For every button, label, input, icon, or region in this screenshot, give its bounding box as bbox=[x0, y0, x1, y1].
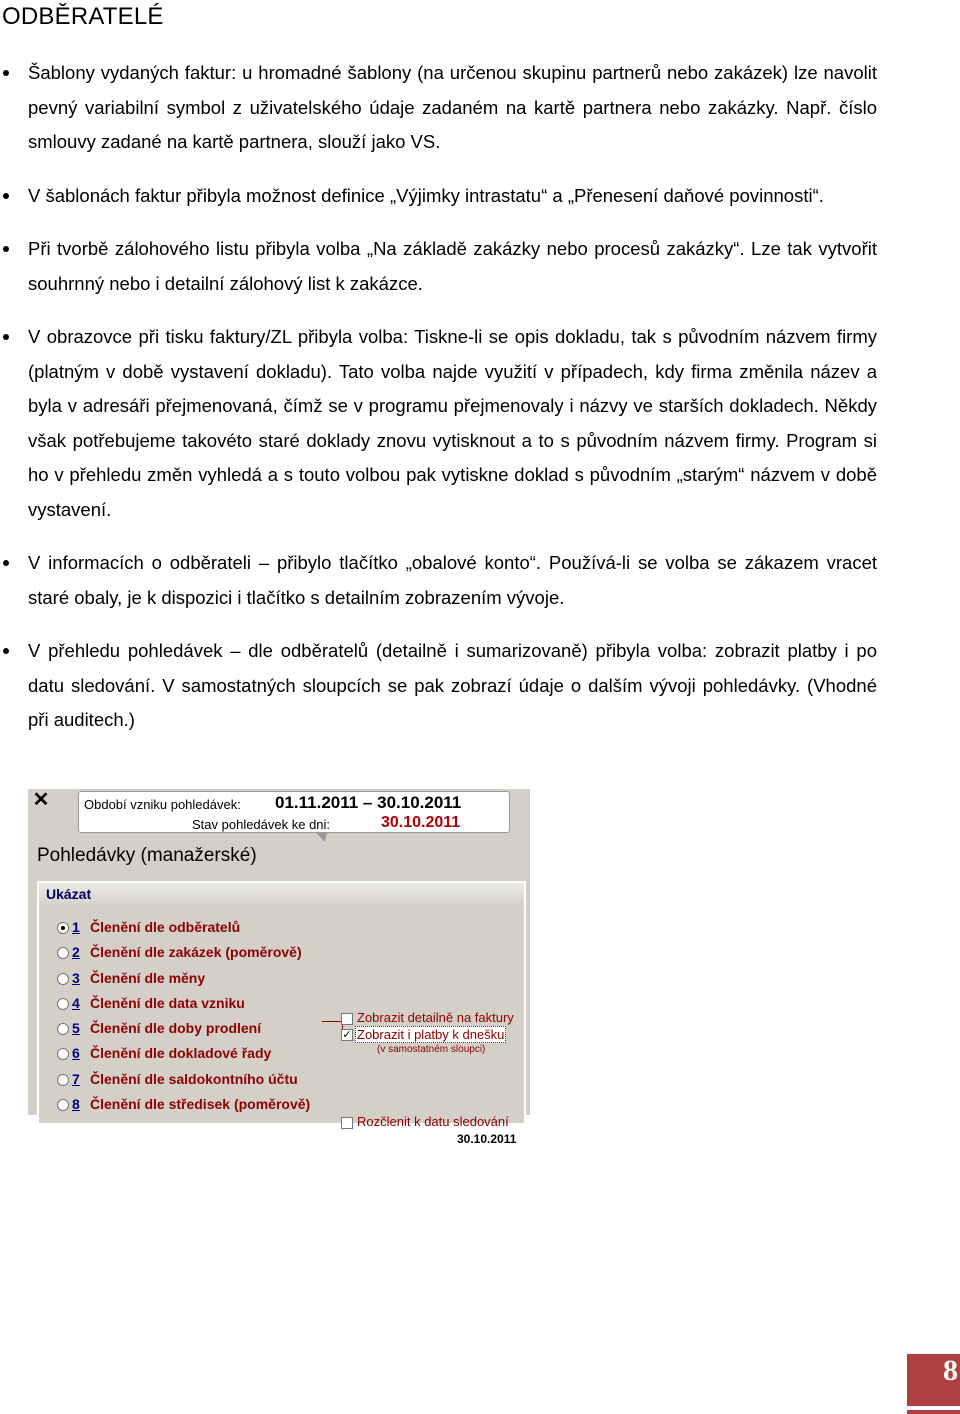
period-callout bbox=[78, 791, 510, 833]
option-label: Členění dle středisek (poměrově) bbox=[90, 1096, 311, 1113]
radio-selected-icon[interactable] bbox=[57, 922, 69, 934]
page-number-badge bbox=[907, 1354, 960, 1410]
panel-title: Ukázat bbox=[46, 886, 92, 902]
radio-icon[interactable] bbox=[57, 998, 69, 1010]
receivables-screenshot bbox=[28, 789, 530, 1146]
list-item-text: V informacích o odběrateli – přibylo tlačítko „obalové konto“. Používá-li se volba se zákazem vracet staré obaly, je k dispozici i tlačítko s detailním zobrazením vývoje. bbox=[28, 552, 877, 608]
option-number: 1 bbox=[72, 919, 80, 935]
list-item bbox=[0, 320, 900, 527]
bullet-dot-icon bbox=[3, 246, 9, 252]
bullet-list bbox=[0, 56, 900, 757]
option-label: Členění dle saldokontního účtu bbox=[90, 1070, 298, 1087]
option-number: 4 bbox=[72, 994, 80, 1011]
page-number: 8 bbox=[943, 1354, 958, 1387]
list-item-text: Při tvorbě zálohového listu přibyla volba „Na základě zakázky nebo procesů zakázky“. Lze tak vytvořit souhrnný nebo i detailní zálohový list k zakázce. bbox=[28, 238, 877, 294]
option-label: Členění dle odběratelů bbox=[90, 919, 241, 935]
option-number: 5 bbox=[72, 1020, 80, 1037]
payments-note: (v samostatném sloupci) bbox=[377, 1044, 486, 1055]
radio-icon[interactable] bbox=[57, 973, 69, 985]
option-number: 6 bbox=[72, 1045, 80, 1062]
window-title: Pohledávky (manažerské) bbox=[37, 845, 257, 866]
option-label: Členění dle měny bbox=[90, 969, 206, 986]
bullet-dot-icon bbox=[3, 70, 9, 76]
radio-icon[interactable] bbox=[57, 1048, 69, 1060]
split-checkbox[interactable] bbox=[341, 1117, 353, 1129]
option-label: Členění dle dokladové řady bbox=[90, 1045, 272, 1062]
option-number: 7 bbox=[72, 1070, 80, 1087]
radio-icon[interactable] bbox=[57, 947, 69, 959]
option-number: 8 bbox=[72, 1096, 80, 1113]
split-checkbox-label: Rozčlenit k datu sledování bbox=[357, 1114, 509, 1129]
option-number: 3 bbox=[72, 969, 80, 986]
list-item-text: V obrazovce při tisku faktury/ZL přibyla volba: Tiskne-li se opis dokladu, tak s původním názvem firmy (platným v době vystavení dokladu). Tato volba najde využití v případech, kdy firma změnila název a byla v adresáři přejmenovaná, čímž se v programu přejmenovaly i názvy ve starších dokladech. Někdy však potřebujeme takovéto staré doklady znovu vytisknout a to s původním názvem firmy. Program si ho v přehledu změn vyhledá a s touto volbou pak vytiskne doklad s původním „starým“ názvem v době vystavení. bbox=[28, 326, 877, 520]
list-item bbox=[0, 56, 900, 160]
list-item-text: V šablonách faktur přibyla možnost definice „Výjimky intrastatu“ a „Přenesení daňové povinnosti“. bbox=[28, 184, 824, 206]
period-value: 01.11.2011 – 30.10.2011 bbox=[275, 793, 462, 812]
bullet-dot-icon bbox=[3, 560, 9, 566]
payments-checkbox[interactable]: ✓ bbox=[342, 1029, 352, 1041]
state-label: Stav pohledávek ke dni: bbox=[192, 817, 331, 832]
page-heading: ODBĚRATELÉ bbox=[2, 3, 164, 30]
panel-header bbox=[39, 883, 524, 907]
detail-checkbox[interactable] bbox=[341, 1013, 353, 1025]
radio-icon[interactable] bbox=[57, 1099, 69, 1111]
bullet-dot-icon bbox=[3, 334, 9, 340]
list-item bbox=[0, 546, 900, 615]
bullet-dot-icon bbox=[3, 648, 9, 654]
option-label: Členění dle zakázek (poměrově) bbox=[90, 944, 302, 961]
option-label: Členění dle data vzniku bbox=[90, 994, 245, 1011]
option-number: 2 bbox=[72, 944, 80, 961]
period-label: Období vzniku pohledávek: bbox=[84, 797, 241, 812]
list-item bbox=[0, 179, 900, 214]
connector-bracket bbox=[322, 1021, 343, 1040]
list-item bbox=[0, 634, 900, 738]
split-date: 30.10.2011 bbox=[457, 1132, 517, 1146]
state-value: 30.10.2011 bbox=[381, 814, 461, 831]
radio-icon[interactable] bbox=[57, 1074, 69, 1086]
bullet-dot-icon bbox=[3, 193, 9, 199]
detail-checkbox-label: Zobrazit detailně na faktury bbox=[357, 1010, 514, 1025]
list-item-text: V přehledu pohledávek – dle odběratelů (detailně i sumarizovaně) přibyla volba: zobrazit platby i po datu sledování. V samostatných sloupcích se pak zobrazí údaje o dalším vývoji pohledávky. (Vhodné při auditech.) bbox=[28, 640, 877, 730]
list-item-text: Šablony vydaných faktur: u hromadné šablony (na určenou skupinu partnerů nebo zakázek) lze navolit pevný variabilní symbol z uživatelského údaje zadaném na kartě partnera nebo zakázky. Např. číslo smlouvy zadané na kartě partnera, slouží jako VS. bbox=[28, 62, 877, 152]
list-item bbox=[0, 232, 900, 301]
show-panel bbox=[37, 881, 526, 1146]
close-icon[interactable]: ✕ bbox=[32, 789, 50, 811]
option-label: Členění dle doby prodlení bbox=[90, 1020, 262, 1037]
payments-checkbox-label: Zobrazit i platby k dnešku bbox=[357, 1027, 505, 1042]
radio-icon[interactable] bbox=[57, 1023, 69, 1035]
